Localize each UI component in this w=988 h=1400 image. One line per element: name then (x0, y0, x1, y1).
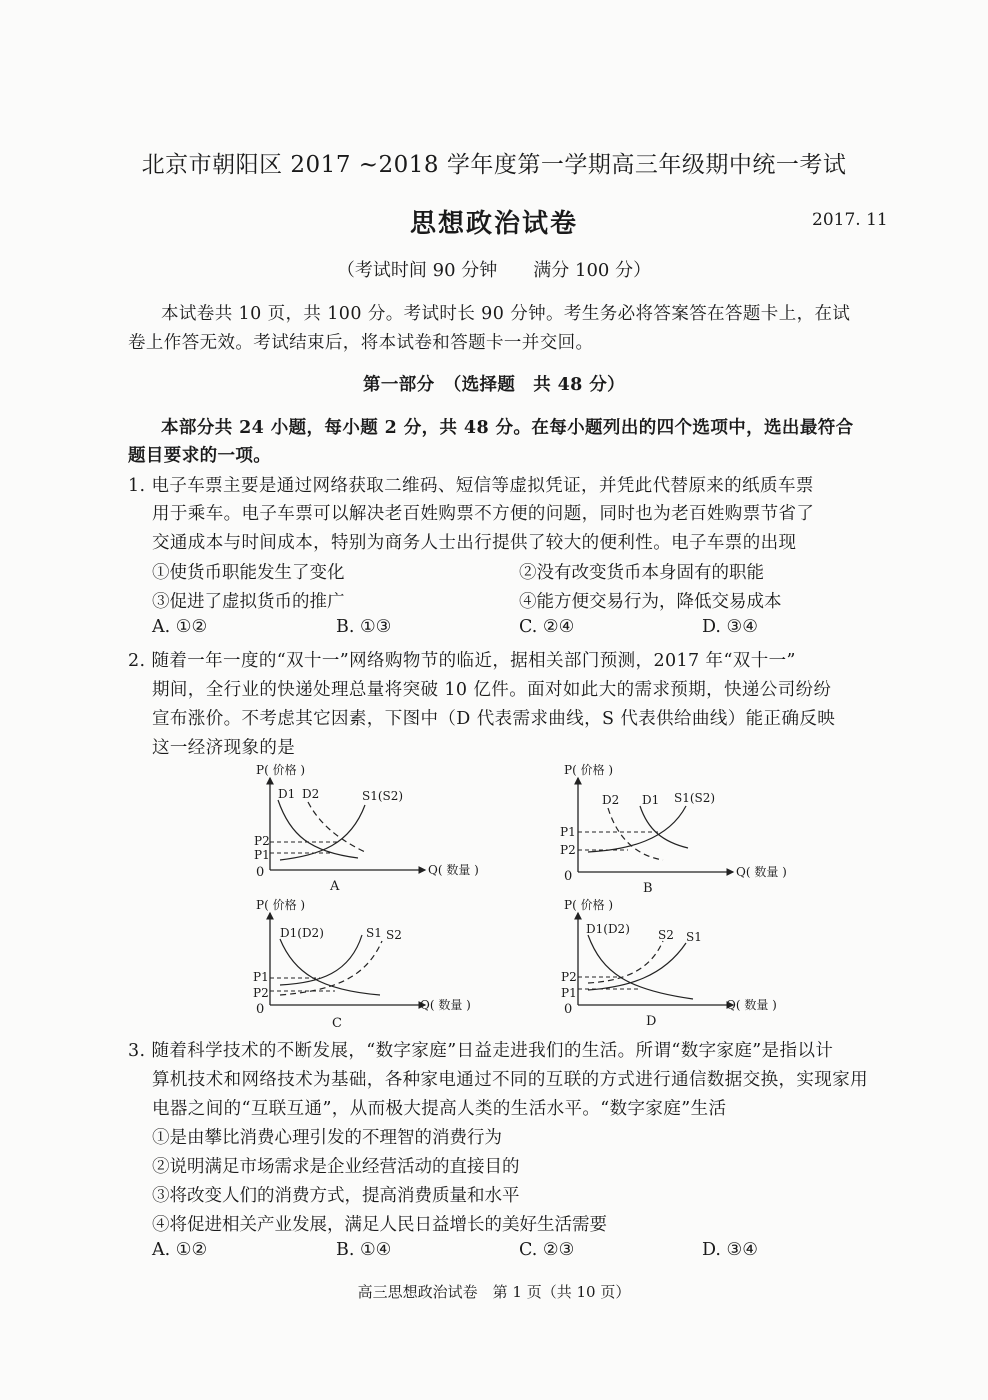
y-axis-label: P( 价格 ) (256, 763, 306, 777)
curve-label-d: D1(D2) (586, 922, 630, 936)
curve-label-s: S1(S2) (362, 789, 404, 803)
y-axis-label: P( 价格 ) (564, 763, 614, 777)
q3-stem-2: 算机技术和网络技术为基础，各种家电通过不同的互联的方式进行通信数据交换，实现家用 (152, 1070, 868, 1090)
q3-choice-d: D. ③④ (702, 1240, 758, 1260)
graph-letter: C (332, 1016, 342, 1030)
q1-statement-1: ①使货币职能发生了变化 (152, 563, 345, 583)
curve-label-d2: D2 (302, 787, 320, 801)
supply-curve-s1 (280, 805, 365, 860)
part-one-heading: 第一部分 （选择题 共 48 分） (362, 375, 626, 395)
demand-curve-d2 (608, 808, 663, 860)
q1-statement-2: ②没有改变货币本身固有的职能 (519, 563, 764, 583)
curve-label-s2: S2 (386, 928, 402, 942)
q1-choice-c: C. ②④ (519, 617, 575, 637)
q3-statement-2: ②说明满足市场需求是企业经营活动的直接目的 (152, 1157, 520, 1177)
demand-curve-d1 (640, 806, 688, 848)
curve-label-d1: D1 (642, 793, 660, 807)
curve-label-d1: D1 (278, 787, 296, 801)
q3-statement-1: ①是由攀比消费心理引发的不理智的消费行为 (152, 1128, 502, 1148)
graph-d (558, 895, 798, 1030)
q1-choice-a: A. ①② (152, 617, 208, 637)
instructions-line-1: 本试卷共 10 页，共 100 分。考试时长 90 分钟。考生务必将答案答在答题卡上，在试 (161, 304, 851, 324)
q3-statement-3: ③将改变人们的消费方式，提高消费质量和水平 (152, 1186, 520, 1206)
graph-b (558, 760, 798, 895)
exam-title: 北京市朝阳区 2017 ~2018 学年度第一学期高三年级期中统一考试 (141, 152, 847, 178)
x-axis-label: Q( 数量 ) (726, 998, 777, 1012)
price-label-p2: P2 (253, 986, 269, 1000)
q2-stem-2: 期间，全行业的快递处理总量将突破 10 亿件。面对如此大的需求预期，快递公司纷纷 (152, 680, 832, 700)
curve-label-s1: S1 (366, 926, 382, 940)
graph-letter: D (646, 1014, 657, 1029)
q3-choice-b: B. ①④ (336, 1240, 392, 1260)
curve-label-s2: S2 (658, 928, 674, 942)
demand-curve-d2 (308, 802, 365, 852)
graph-c (250, 895, 490, 1030)
supply-curve-s1 (588, 806, 686, 852)
x-axis-label: Q( 数量 ) (428, 863, 479, 877)
origin-label: 0 (256, 1002, 265, 1017)
q1-stem-2: 用于乘车。电子车票可以解决老百姓购票不方便的问题，同时也为老百姓购票节省了 (152, 504, 815, 524)
q3-choice-c: C. ②③ (519, 1240, 575, 1260)
exam-info: （考试时间 90 分钟 满分 100 分） (336, 260, 652, 281)
curve-label-d2: D2 (602, 793, 620, 807)
paper-subtitle: 思想政治试卷 (409, 209, 578, 239)
q1-statement-4: ④能方便交易行为，降低交易成本 (519, 592, 782, 612)
q2-stem-4: 这一经济现象的是 (152, 738, 296, 758)
curve-label-s1: S1 (686, 930, 702, 944)
supply-curve-s1 (588, 943, 686, 990)
q1-choice-d: D. ③④ (702, 617, 758, 637)
q3-stem-1: 3. 随着科学技术的不断发展，“数字家庭”日益走进我们的生活。所谓“数字家庭”是指以计 (128, 1041, 834, 1061)
x-axis-label: Q( 数量 ) (420, 998, 471, 1012)
origin-label: 0 (564, 869, 573, 884)
q3-statement-4: ④将促进相关产业发展，满足人民日益增长的美好生活需要 (152, 1215, 607, 1235)
y-axis-label: P( 价格 ) (256, 898, 306, 912)
part-one-intro-1: 本部分共 24 小题，每小题 2 分，共 48 分。在每小题列出的四个选项中，选出最符合 (161, 418, 854, 438)
graph-letter: A (330, 879, 340, 894)
instructions-line-2: 卷上作答无效。考试结束后，将本试卷和答题卡一并交回。 (128, 333, 594, 353)
q2-stem-1: 2. 随着一年一度的“双十一”网络购物节的临近，据相关部门预测，2017 年“双十一” (128, 651, 796, 671)
q1-stem-3: 交通成本与时间成本，特别为商务人士出行提供了较大的便利性。电子车票的出现 (152, 533, 797, 553)
x-axis-label: Q( 数量 ) (736, 865, 787, 879)
part-one-intro-2: 题目要求的一项。 (128, 446, 272, 466)
price-label-p1: P1 (560, 825, 576, 839)
curve-label-s: S1(S2) (674, 791, 716, 805)
curve-label-d: D1(D2) (280, 926, 324, 940)
q1-statement-3: ③促进了虚拟货币的推广 (152, 592, 345, 612)
price-label-p1: P1 (254, 848, 270, 862)
q2-stem-3: 宣布涨价。不考虑其它因素，下图中（D 代表需求曲线，S 代表供给曲线）能正确反映 (152, 709, 836, 729)
q1-stem-1: 1. 电子车票主要是通过网络获取二维码、短信等虚拟凭证，并凭此代替原来的纸质车票 (128, 476, 814, 496)
price-label-p1: P1 (253, 970, 269, 984)
supply-curve-s2 (280, 941, 382, 995)
demand-curve (588, 935, 693, 999)
q1-choice-b: B. ①③ (336, 617, 392, 637)
price-label-p1: P1 (561, 986, 577, 1000)
q3-stem-3: 电器之间的“互联互通”，从而极大提高人类的生活水平。“数字家庭”生活 (152, 1099, 727, 1119)
origin-label: 0 (564, 1002, 573, 1017)
graph-a (250, 760, 490, 895)
price-label-p2: P2 (560, 843, 576, 857)
y-axis-label: P( 价格 ) (564, 898, 614, 912)
graph-letter: B (643, 881, 653, 895)
price-label-p2: P2 (254, 834, 270, 848)
price-label-p2: P2 (561, 970, 577, 984)
demand-curve-d1 (278, 800, 358, 858)
origin-label: 0 (256, 865, 265, 880)
page-footer: 高三思想政治试卷 第 1 页（共 10 页） (357, 1283, 631, 1301)
exam-date: 2017. 11 (812, 210, 888, 230)
q3-choice-a: A. ①② (152, 1240, 208, 1260)
